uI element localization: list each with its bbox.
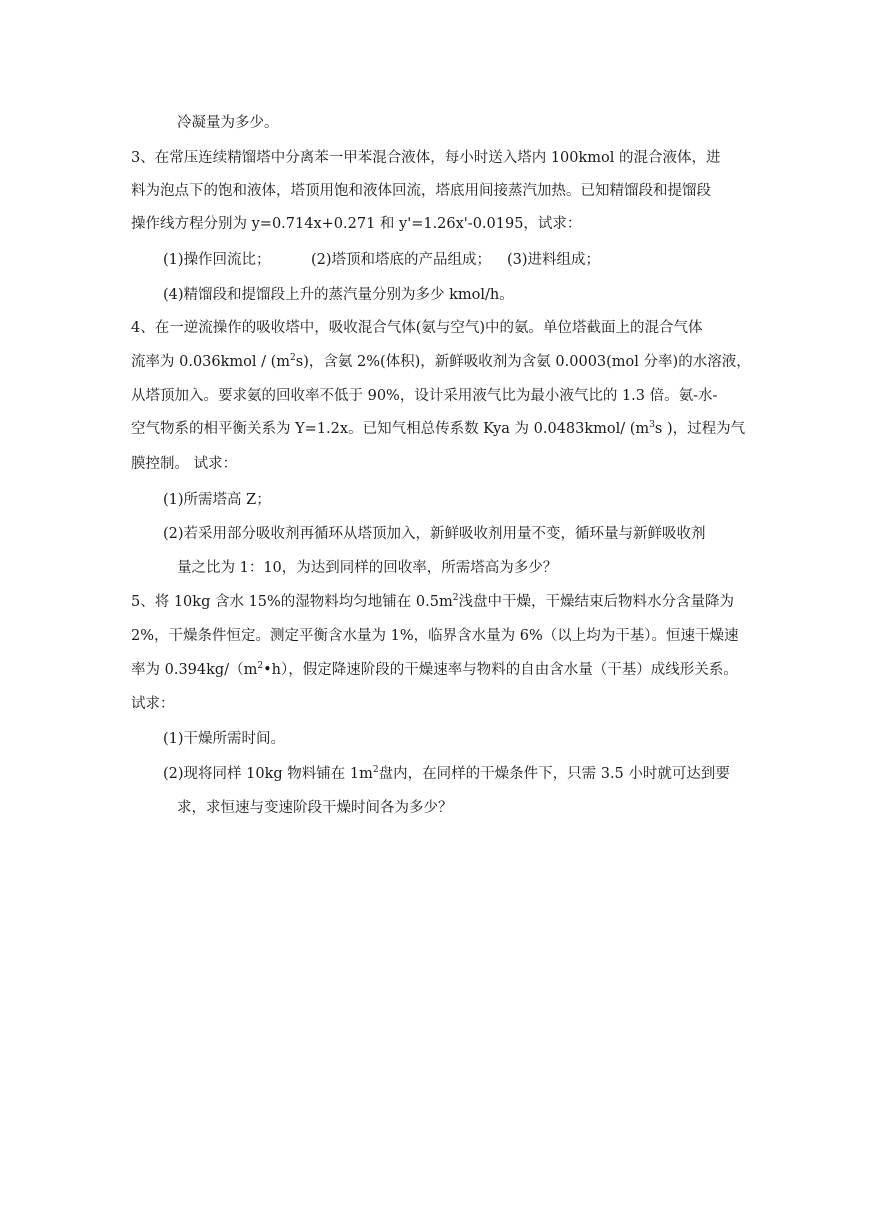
- problem-5-line-1: 5、将 10kg 含水 15%的湿物料均匀地铺在 $0.5m^2$浅盘中干燥，干燥结束后物料水分含量降为: [131, 593, 734, 610]
- problem-5-line-2: 2%，干燥条件恒定。测定平衡含水量为 1%，临界含水量为 6%（以上均为干基）。恒速干燥速: [131, 628, 739, 644]
- problem-4-line-5: 膜控制。 试求：: [131, 456, 238, 472]
- problem-3-questions-row: [163, 251, 600, 269]
- problem-5-line-3: 率为 $0.394kg/(m^2•h)$，假定降速阶段的干燥速率与物料的自由含水量（干基）成线形关系。: [131, 661, 738, 678]
- problem-4-line-4: 空气物系的相平衡关系为 Y=1.2x。已知气相总传系数 Kya 为 0.0483kmol/ ($m^3s$ )，过程为气: [131, 420, 746, 437]
- problem-5-q1: (1)干燥所需时间。: [163, 731, 286, 747]
- problem-3-q2: (2)塔顶和塔底的产品组成；: [311, 252, 492, 268]
- problem-3-line-1: 3、在常压连续精馏塔中分离苯一甲苯混合液体，每小时送入塔内 100kmol 的混合液体，进: [131, 150, 721, 166]
- problem-4-line-1: 4、在一逆流操作的吸收塔中，吸收混合气体(氨与空气)中的氨。单位塔截面上的混合气体: [131, 320, 703, 336]
- problem-4-q2-line-2: 量之比为 1：10，为达到同样的回收率，所需塔高为多少？: [177, 560, 558, 576]
- problem-3-line-3: 操作线方程分别为 y=0.714x+0.271 和 y'=1.26x'-0.0195，试求：: [131, 216, 582, 232]
- problem-5-line-4: 试求：: [131, 696, 175, 712]
- problem-5-q2-line-1: (2)现将同样 10kg 物料铺在 $1m^2$盘内，在同样的干燥条件下，只需 3.5 小时就可达到要: [163, 765, 730, 782]
- problem-3-line-2: 料为泡点下的饱和液体，塔顶用饱和液体回流，塔底用间接蒸汽加热。已知精馏段和提馏段: [131, 183, 711, 199]
- continued-text: 冷凝量为多少。: [177, 115, 279, 131]
- problem-3-q1: (1)操作回流比；: [163, 252, 271, 268]
- problem-3-q4: (4)精馏段和提馏段上升的蒸汽量分别为多少 kmol/h。: [163, 287, 514, 303]
- problem-4-q1: (1)所需塔高 Z；: [163, 492, 271, 508]
- problem-3-q3: (3)进料组成；: [507, 252, 601, 268]
- problem-4-line-3: 从塔顶加入。要求氨的回收率不低于 90%，设计采用液气比为最小液气比的 1.3 倍。氨-水-: [131, 388, 718, 404]
- problem-5-q2-line-2: 求，求恒速与变速阶段干燥时间各为多少？: [177, 800, 453, 816]
- problem-4-q2-line-1: (2)若采用部分吸收剂再循环从塔顶加入，新鲜吸收剂用量不变，循环量与新鲜吸收剂: [163, 526, 706, 542]
- problem-4-line-2: 流率为 0.036kmol / $(m^2s)$，含氨 2%(体积)，新鲜吸收剂为含氨 0.0003(mol 分率)的水溶液，: [131, 353, 751, 370]
